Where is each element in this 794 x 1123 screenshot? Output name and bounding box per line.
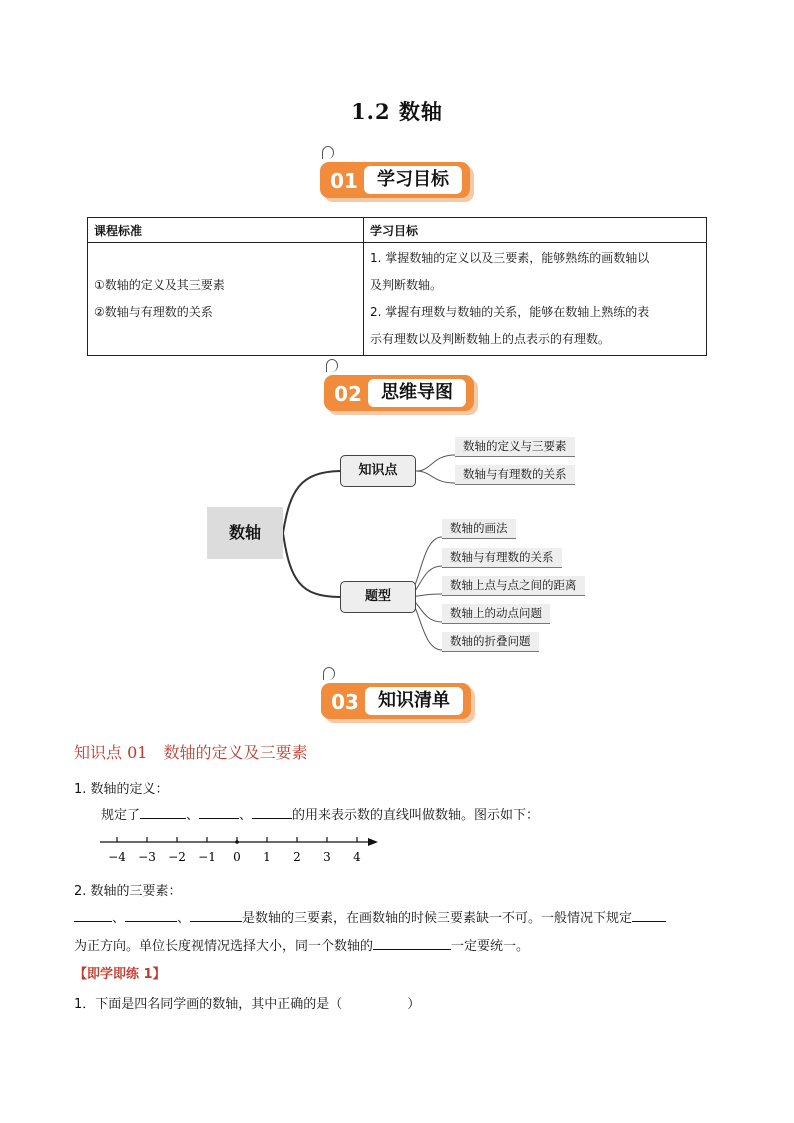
- mindmap-leaf: 数轴与有理数的关系: [455, 465, 575, 485]
- number-line: [96, 830, 386, 866]
- item2-line2: [74, 935, 529, 954]
- item1-text-a: 规定了: [101, 808, 141, 823]
- objective-line: 及判断数轴。: [370, 278, 443, 292]
- header-objectives: 学习目标: [364, 218, 707, 243]
- blank: [252, 805, 292, 819]
- blank: [632, 908, 666, 922]
- separator: 、: [177, 911, 191, 926]
- number-line-label: 2: [293, 850, 301, 864]
- item1-text-b: 的用来表示数的直线叫做数轴。图示如下：: [292, 808, 540, 823]
- section-number: 01: [330, 169, 358, 193]
- header-curriculum: 课程标准: [88, 218, 364, 243]
- blank: [74, 908, 112, 922]
- hook-icon: [323, 667, 335, 680]
- curriculum-line: ②数轴与有理数的关系: [94, 305, 213, 319]
- item2-heading: 2. 数轴的三要素：: [74, 884, 182, 899]
- section-number: 03: [331, 690, 359, 714]
- section-badge-knowledge: [321, 681, 475, 725]
- knowledge-point-title: 知识点 01 数轴的定义及三要素: [74, 743, 308, 762]
- separator: 、: [112, 911, 126, 926]
- mindmap-leaf: 数轴的画法: [442, 519, 516, 539]
- mindmap-branch-knowledge: 知识点: [340, 455, 416, 487]
- number-line-label: 1: [263, 850, 271, 864]
- separator: 、: [239, 808, 253, 823]
- objective-line: 示有理数以及判断数轴上的点表示的有理数。: [370, 332, 611, 346]
- item2-text-c: 一定要统一。: [451, 939, 530, 954]
- blank: [373, 936, 451, 950]
- separator: 、: [186, 808, 200, 823]
- number-line-label: 4: [353, 850, 361, 864]
- number-line-label: −2: [168, 850, 186, 864]
- item2-line1: [74, 907, 666, 926]
- section-number: 02: [334, 382, 362, 406]
- number-line-label: 3: [323, 850, 331, 864]
- number-line-label: −4: [108, 850, 126, 864]
- blank: [190, 908, 242, 922]
- mindmap-leaf: 数轴与有理数的关系: [442, 548, 562, 568]
- practice-title: 【即学即练 1】: [74, 967, 166, 982]
- mindmap-leaf: 数轴的折叠问题: [442, 632, 539, 652]
- section-label: 思维导图: [368, 379, 466, 407]
- blank: [140, 805, 186, 819]
- mindmap-leaf: 数轴上点与点之间的距离: [442, 576, 585, 596]
- number-line-label: −1: [198, 850, 216, 864]
- mindmap-leaf: 数轴上的动点问题: [442, 604, 550, 624]
- item1-text: [101, 804, 539, 823]
- blank: [199, 805, 239, 819]
- item2-text-a: 是数轴的三要素，在画数轴的时候三要素缺一不可。一般情况下规定: [242, 911, 633, 926]
- section-label: 学习目标: [364, 166, 462, 194]
- blank: [125, 908, 177, 922]
- mindmap-leaf: 数轴的定义与三要素: [455, 437, 575, 457]
- mindmap-root: 数轴: [207, 507, 283, 559]
- objective-line: 2. 掌握有理数与数轴的关系，能够在数轴上熟练的表: [370, 305, 650, 319]
- page-title: 1.2 数轴: [351, 99, 443, 124]
- section-label: 知识清单: [365, 687, 463, 715]
- curriculum-line: ①数轴的定义及其三要素: [94, 278, 225, 292]
- item2-text-b: 为正方向。单位长度视情况选择大小，同一个数轴的: [74, 939, 374, 954]
- objective-line: 1. 掌握数轴的定义以及三要素，能够熟练的画数轴以: [370, 251, 650, 265]
- number-line-label: 0: [233, 850, 241, 864]
- mindmap-branch-questions: 题型: [340, 581, 416, 613]
- question-1: 1．下面是四名同学画的数轴，其中正确的是（ ）: [74, 997, 421, 1012]
- number-line-label: −3: [138, 850, 156, 864]
- item1-heading: 1. 数轴的定义：: [74, 782, 169, 797]
